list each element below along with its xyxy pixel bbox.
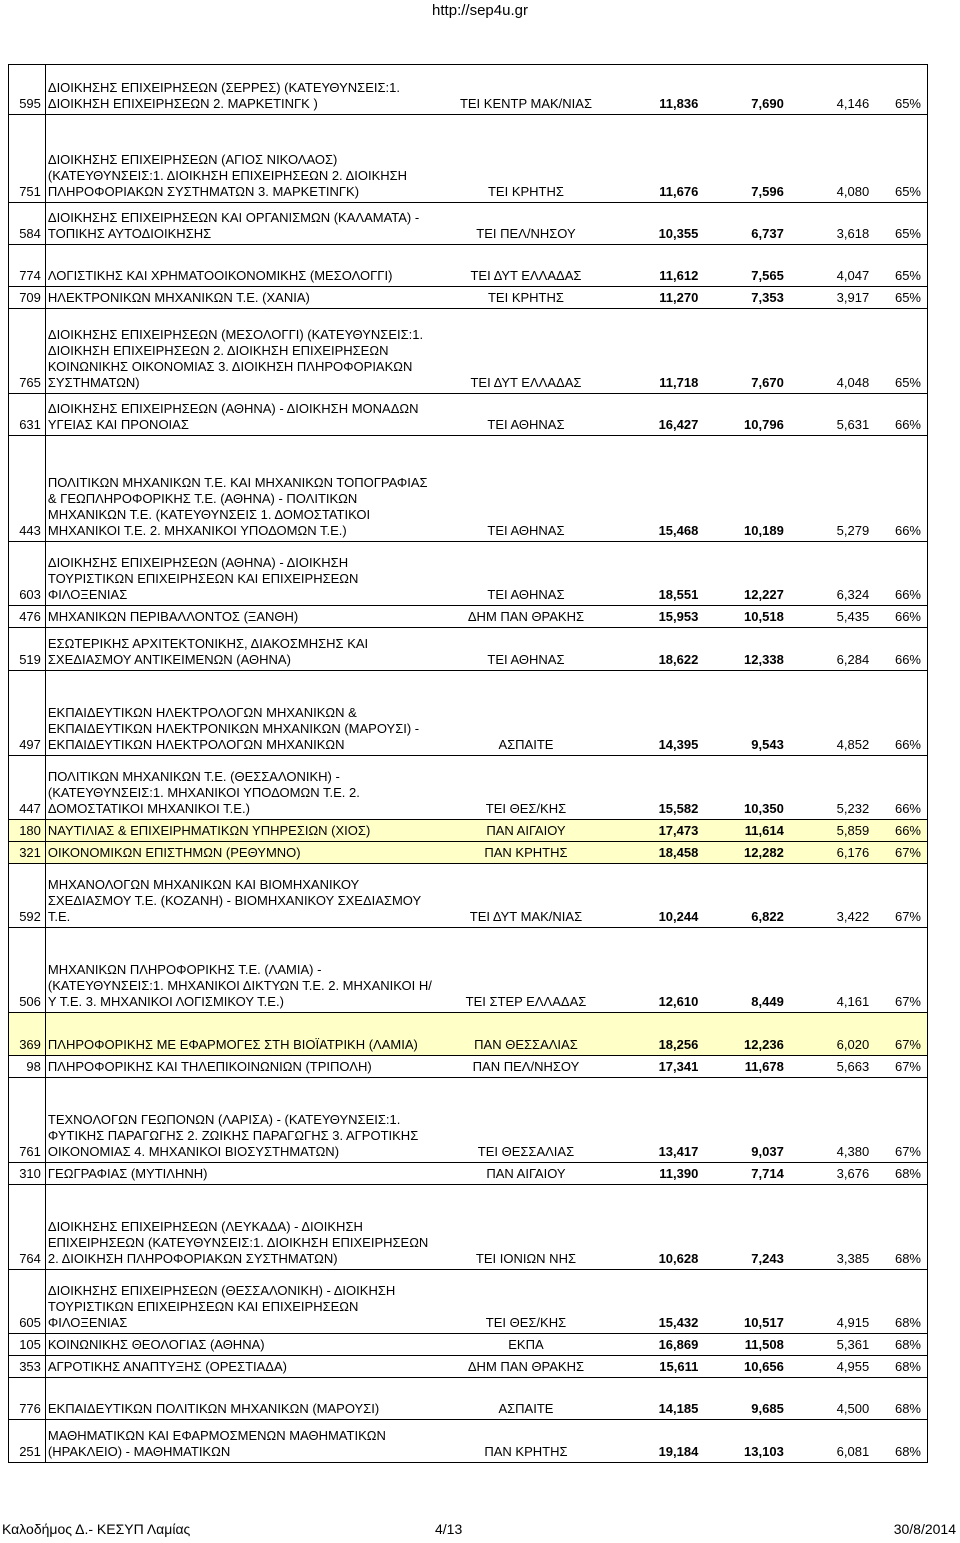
score-diff: 4,955	[786, 1356, 871, 1378]
score-value-2: 9,685	[700, 1378, 785, 1420]
institution: ΠΑΝ ΠΕΛ/ΝΗΣΟΥ	[437, 1056, 615, 1078]
score-value-1: 17,473	[615, 820, 700, 842]
percent: 66%	[871, 394, 927, 436]
institution: ΕΚΠΑ	[437, 1334, 615, 1356]
score-diff: 6,324	[786, 542, 871, 606]
percent: 65%	[871, 115, 927, 203]
dept-code: 631	[9, 394, 46, 436]
percent: 68%	[871, 1185, 927, 1270]
dept-name: ΔΙΟΙΚΗΣΗΣ ΕΠΙΧΕΙΡΗΣΕΩΝ (ΘΕΣΣΑΛΟΝΙΚΗ) - ΔΙΟΙΚΗΣΗ ΤΟΥΡΙΣΤΙΚΩΝ ΕΠΙΧΕΙΡΗΣΕΩΝ ΚΑΙ ΕΠΙΧΕΙΡΗΣΕΩΝ ΦΙΛΟΞΕΝΙΑΣ	[45, 1270, 437, 1334]
score-value-2: 7,243	[700, 1185, 785, 1270]
percent: 65%	[871, 203, 927, 245]
percent: 68%	[871, 1163, 927, 1185]
institution: ΔΗΜ ΠΑΝ ΘΡΑΚΗΣ	[437, 606, 615, 628]
dept-code: 506	[9, 928, 46, 1013]
score-value-2: 12,282	[700, 842, 785, 864]
table-row	[9, 1356, 928, 1378]
table-row	[9, 436, 928, 542]
dept-code: 180	[9, 820, 46, 842]
dept-name: ΠΟΛΙΤΙΚΩΝ ΜΗΧΑΝΙΚΩΝ Τ.Ε. (ΘΕΣΣΑΛΟΝΙΚΗ) - (ΚΑΤΕΥΘΥΝΣΕΙΣ:1. ΜΗΧΑΝΙΚΟΙ ΥΠΟΔΟΜΩΝ Τ.Ε. 2. ΔΟΜΟΣΤΑΤΙΚΟΙ ΜΗΧΑΝΙΚΟΙ Τ.Ε.)	[45, 756, 437, 820]
institution: ΤΕΙ ΔΥΤ ΕΛΛΑΔΑΣ	[437, 309, 615, 394]
institution: ΠΑΝ ΚΡΗΤΗΣ	[437, 1420, 615, 1463]
percent: 66%	[871, 671, 927, 756]
score-value-2: 13,103	[700, 1420, 785, 1463]
score-value-2: 9,037	[700, 1078, 785, 1163]
score-diff: 4,915	[786, 1270, 871, 1334]
dept-code: 251	[9, 1420, 46, 1463]
percent: 67%	[871, 1056, 927, 1078]
score-diff: 4,080	[786, 115, 871, 203]
score-value-1: 15,611	[615, 1356, 700, 1378]
score-value-1: 11,718	[615, 309, 700, 394]
score-value-1: 14,395	[615, 671, 700, 756]
dept-code: 369	[9, 1013, 46, 1056]
admissions-table	[8, 64, 928, 1463]
percent: 66%	[871, 756, 927, 820]
score-diff: 3,676	[786, 1163, 871, 1185]
dept-code: 774	[9, 245, 46, 287]
table-row	[9, 245, 928, 287]
percent: 68%	[871, 1356, 927, 1378]
footer-date: 30/8/2014	[893, 1521, 956, 1537]
score-diff: 5,859	[786, 820, 871, 842]
dept-name: ΔΙΟΙΚΗΣΗΣ ΕΠΙΧΕΙΡΗΣΕΩΝ (ΑΘΗΝΑ) - ΔΙΟΙΚΗΣΗ ΜΟΝΑΔΩΝ ΥΓΕΙΑΣ ΚΑΙ ΠΡΟΝΟΙΑΣ	[45, 394, 437, 436]
score-diff: 6,284	[786, 628, 871, 671]
dept-name: ΔΙΟΙΚΗΣΗΣ ΕΠΙΧΕΙΡΗΣΕΩΝ (ΣΕΡΡΕΣ) (ΚΑΤΕΥΘΥΝΣΕΙΣ:1. ΔΙΟΙΚΗΣΗ ΕΠΙΧΕΙΡΗΣΕΩΝ 2. ΜΑΡΚΕΤΙΝΓΚ )	[45, 65, 437, 115]
score-value-1: 12,610	[615, 928, 700, 1013]
dept-code: 443	[9, 436, 46, 542]
dept-name: ΔΙΟΙΚΗΣΗΣ ΕΠΙΧΕΙΡΗΣΕΩΝ (ΜΕΣΟΛΟΓΓΙ) (ΚΑΤΕΥΘΥΝΣΕΙΣ:1. ΔΙΟΙΚΗΣΗ ΕΠΙΧΕΙΡΗΣΕΩΝ 2. ΔΙΟΙΚΗΣΗ ΕΠΙΧΕΙΡΗΣΕΩΝ ΚΟΙΝΩΝΙΚΗΣ ΟΙΚΟΝΟΜΙΑΣ 3. ΔΙΟΙΚΗΣΗ ΠΛΗΡΟΦΟΡΙΑΚΩΝ ΣΥΣΤΗΜΑΤΩΝ)	[45, 309, 437, 394]
score-diff: 5,631	[786, 394, 871, 436]
score-diff: 6,081	[786, 1420, 871, 1463]
score-value-1: 16,427	[615, 394, 700, 436]
dept-code: 603	[9, 542, 46, 606]
institution: ΠΑΝ ΘΕΣΣΑΛΙΑΣ	[437, 1013, 615, 1056]
percent: 68%	[871, 1334, 927, 1356]
percent: 66%	[871, 542, 927, 606]
percent: 67%	[871, 842, 927, 864]
score-value-2: 12,227	[700, 542, 785, 606]
score-value-2: 11,678	[700, 1056, 785, 1078]
dept-code: 105	[9, 1334, 46, 1356]
score-value-2: 11,614	[700, 820, 785, 842]
dept-code: 605	[9, 1270, 46, 1334]
dept-code: 776	[9, 1378, 46, 1420]
score-value-1: 11,612	[615, 245, 700, 287]
score-value-2: 7,565	[700, 245, 785, 287]
dept-name: ΠΛΗΡΟΦΟΡΙΚΗΣ ΜΕ ΕΦΑΡΜΟΓΕΣ ΣΤΗ ΒΙΟΪΑΤΡΙΚΗ (ΛΑΜΙΑ)	[45, 1013, 437, 1056]
score-value-1: 13,417	[615, 1078, 700, 1163]
table-row	[9, 115, 928, 203]
percent: 65%	[871, 65, 927, 115]
score-value-1: 10,244	[615, 864, 700, 928]
institution: ΑΣΠΑΙΤΕ	[437, 671, 615, 756]
table-row	[9, 928, 928, 1013]
table-row	[9, 1420, 928, 1463]
institution: ΤΕΙ ΚΡΗΤΗΣ	[437, 287, 615, 309]
dept-code: 592	[9, 864, 46, 928]
score-value-2: 7,596	[700, 115, 785, 203]
score-diff: 5,663	[786, 1056, 871, 1078]
score-value-1: 18,551	[615, 542, 700, 606]
score-value-2: 10,796	[700, 394, 785, 436]
score-value-2: 9,543	[700, 671, 785, 756]
score-value-2: 7,353	[700, 287, 785, 309]
percent: 68%	[871, 1378, 927, 1420]
table-row	[9, 394, 928, 436]
table-row	[9, 842, 928, 864]
score-value-1: 10,628	[615, 1185, 700, 1270]
dept-name: ΔΙΟΙΚΗΣΗΣ ΕΠΙΧΕΙΡΗΣΕΩΝ (ΑΓΙΟΣ ΝΙΚΟΛΑΟΣ) (ΚΑΤΕΥΘΥΝΣΕΙΣ:1. ΔΙΟΙΚΗΣΗ ΕΠΙΧΕΙΡΗΣΕΩΝ 2. ΔΙΟΙΚΗΣΗ ΠΛΗΡΟΦΟΡΙΑΚΩΝ ΣΥΣΤΗΜΑΤΩΝ 3. ΜΑΡΚΕΤΙΝΓΚ)	[45, 115, 437, 203]
dept-name: ΝΑΥΤΙΛΙΑΣ & ΕΠΙΧΕΙΡΗΜΑΤΙΚΩΝ ΥΠΗΡΕΣΙΩΝ (ΧΙΟΣ)	[45, 820, 437, 842]
dept-name: ΓΕΩΓΡΑΦΙΑΣ (ΜΥΤΙΛΗΝΗ)	[45, 1163, 437, 1185]
score-value-2: 8,449	[700, 928, 785, 1013]
dept-name: ΔΙΟΙΚΗΣΗΣ ΕΠΙΧΕΙΡΗΣΕΩΝ (ΑΘΗΝΑ) - ΔΙΟΙΚΗΣΗ ΤΟΥΡΙΣΤΙΚΩΝ ΕΠΙΧΕΙΡΗΣΕΩΝ ΚΑΙ ΕΠΙΧΕΙΡΗΣΕΩΝ ΦΙΛΟΞΕΝΙΑΣ	[45, 542, 437, 606]
percent: 65%	[871, 309, 927, 394]
table-row	[9, 606, 928, 628]
percent: 67%	[871, 928, 927, 1013]
score-value-1: 15,432	[615, 1270, 700, 1334]
page-header-url: http://sep4u.gr	[432, 2, 528, 19]
institution: ΑΣΠΑΙΤΕ	[437, 1378, 615, 1420]
table-row	[9, 65, 928, 115]
score-diff: 4,852	[786, 671, 871, 756]
score-value-2: 6,737	[700, 203, 785, 245]
institution: ΤΕΙ ΠΕΛ/ΝΗΣΟΥ	[437, 203, 615, 245]
institution: ΤΕΙ ΑΘΗΝΑΣ	[437, 394, 615, 436]
institution: ΠΑΝ ΚΡΗΤΗΣ	[437, 842, 615, 864]
dept-code: 447	[9, 756, 46, 820]
score-value-2: 6,822	[700, 864, 785, 928]
table-row	[9, 1270, 928, 1334]
score-diff: 3,917	[786, 287, 871, 309]
dept-name: ΠΛΗΡΟΦΟΡΙΚΗΣ ΚΑΙ ΤΗΛΕΠΙΚΟΙΝΩΝΙΩΝ (ΤΡΙΠΟΛΗ)	[45, 1056, 437, 1078]
score-value-1: 10,355	[615, 203, 700, 245]
table-row	[9, 542, 928, 606]
dept-name: ΤΕΧΝΟΛΟΓΩΝ ΓΕΩΠΟΝΩΝ (ΛΑΡΙΣΑ) - (ΚΑΤΕΥΘΥΝΣΕΙΣ:1. ΦΥΤΙΚΗΣ ΠΑΡΑΓΩΓΗΣ 2. ΖΩΙΚΗΣ ΠΑΡΑΓΩΓΗΣ 3. ΑΓΡΟΤΙΚΗΣ ΟΙΚΟΝΟΜΙΑΣ 4. ΜΗΧΑΝΙΚΟΙ ΒΙΟΣΥΣΤΗΜΑΤΩΝ)	[45, 1078, 437, 1163]
score-value-1: 14,185	[615, 1378, 700, 1420]
table-row	[9, 309, 928, 394]
table-row	[9, 756, 928, 820]
score-value-2: 11,508	[700, 1334, 785, 1356]
footer-author: Καλοδήμος Δ.- ΚΕΣΥΠ Λαμίας	[2, 1521, 191, 1537]
score-value-2: 10,189	[700, 436, 785, 542]
institution: ΤΕΙ ΑΘΗΝΑΣ	[437, 628, 615, 671]
institution: ΤΕΙ ΑΘΗΝΑΣ	[437, 542, 615, 606]
table-row	[9, 1163, 928, 1185]
score-diff: 6,020	[786, 1013, 871, 1056]
dept-name: ΑΓΡΟΤΙΚΗΣ ΑΝΑΠΤΥΞΗΣ (ΟΡΕΣΤΙΑΔΑ)	[45, 1356, 437, 1378]
institution: ΤΕΙ ΘΕΣ/ΚΗΣ	[437, 1270, 615, 1334]
dept-code: 584	[9, 203, 46, 245]
institution: ΤΕΙ ΔΥΤ ΜΑΚ/ΝΙΑΣ	[437, 864, 615, 928]
percent: 67%	[871, 864, 927, 928]
table-row	[9, 1078, 928, 1163]
score-diff: 4,380	[786, 1078, 871, 1163]
score-value-1: 16,869	[615, 1334, 700, 1356]
dept-code: 764	[9, 1185, 46, 1270]
score-value-2: 7,670	[700, 309, 785, 394]
score-diff: 3,385	[786, 1185, 871, 1270]
percent: 65%	[871, 287, 927, 309]
institution: ΤΕΙ ΘΕΣΣΑΛΙΑΣ	[437, 1078, 615, 1163]
dept-name: ΜΗΧΑΝΙΚΩΝ ΠΛΗΡΟΦΟΡΙΚΗΣ Τ.Ε. (ΛΑΜΙΑ) - (ΚΑΤΕΥΘΥΝΣΕΙΣ:1. ΜΗΧΑΝΙΚΟΙ ΔΙΚΤΥΩΝ Τ.Ε. 2. ΜΗΧΑΝΙΚΟΙ Η/Υ Τ.Ε. 3. ΜΗΧΑΝΙΚΟΙ ΛΟΓΙΣΜΙΚΟΥ Τ.Ε.)	[45, 928, 437, 1013]
score-value-1: 17,341	[615, 1056, 700, 1078]
institution: ΤΕΙ ΙΟΝΙΩΝ ΝΗΣ	[437, 1185, 615, 1270]
score-value-2: 10,350	[700, 756, 785, 820]
institution: ΤΕΙ ΑΘΗΝΑΣ	[437, 436, 615, 542]
dept-name: ΕΣΩΤΕΡΙΚΗΣ ΑΡΧΙΤΕΚΤΟΝΙΚΗΣ, ΔΙΑΚΟΣΜΗΣΗΣ ΚΑΙ ΣΧΕΔΙΑΣΜΟΥ ΑΝΤΙΚΕΙΜΕΝΩΝ (ΑΘΗΝΑ)	[45, 628, 437, 671]
table-row	[9, 864, 928, 928]
dept-name: ΕΚΠΑΙΔΕΥΤΙΚΩΝ ΗΛΕΚΤΡΟΛΟΓΩΝ ΜΗΧΑΝΙΚΩΝ & ΕΚΠΑΙΔΕΥΤΙΚΩΝ ΗΛΕΚΤΡΟΝΙΚΩΝ ΜΗΧΑΝΙΚΩΝ (ΜΑΡΟΥΣΙ) - ΕΚΠΑΙΔΕΥΤΙΚΩΝ ΗΛΕΚΤΡΟΛΟΓΩΝ ΜΗΧΑΝΙΚΩΝ	[45, 671, 437, 756]
table-row	[9, 671, 928, 756]
dept-code: 321	[9, 842, 46, 864]
dept-name: ΛΟΓΙΣΤΙΚΗΣ ΚΑΙ ΧΡΗΜΑΤΟΟΙΚΟΝΟΜΙΚΗΣ (ΜΕΣΟΛΟΓΓΙ)	[45, 245, 437, 287]
dept-code: 476	[9, 606, 46, 628]
dept-code: 519	[9, 628, 46, 671]
table-row	[9, 820, 928, 842]
institution: ΤΕΙ ΚΕΝΤΡ ΜΑΚ/ΝΙΑΣ	[437, 65, 615, 115]
table-body	[9, 65, 928, 1463]
score-diff: 5,279	[786, 436, 871, 542]
table-row	[9, 1185, 928, 1270]
dept-name: ΜΑΘΗΜΑΤΙΚΩΝ ΚΑΙ ΕΦΑΡΜΟΣΜΕΝΩΝ ΜΑΘΗΜΑΤΙΚΩΝ (ΗΡΑΚΛΕΙΟ) - ΜΑΘΗΜΑΤΙΚΩΝ	[45, 1420, 437, 1463]
score-diff: 4,047	[786, 245, 871, 287]
percent: 68%	[871, 1270, 927, 1334]
institution: ΔΗΜ ΠΑΝ ΘΡΑΚΗΣ	[437, 1356, 615, 1378]
dept-code: 765	[9, 309, 46, 394]
score-value-2: 10,656	[700, 1356, 785, 1378]
score-value-1: 11,836	[615, 65, 700, 115]
score-diff: 4,500	[786, 1378, 871, 1420]
percent: 66%	[871, 820, 927, 842]
dept-name: ΠΟΛΙΤΙΚΩΝ ΜΗΧΑΝΙΚΩΝ Τ.Ε. ΚΑΙ ΜΗΧΑΝΙΚΩΝ ΤΟΠΟΓΡΑΦΙΑΣ & ΓΕΩΠΛΗΡΟΦΟΡΙΚΗΣ Τ.Ε. (ΑΘΗΝΑ) - ΠΟΛΙΤΙΚΩΝ ΜΗΧΑΝΙΚΩΝ Τ.Ε. (ΚΑΤΕΥΘΥΝΣΕΙΣ 1. ΔΟΜΟΣΤΑΤΙΚΟΙ ΜΗΧΑΝΙΚΟΙ Τ.Ε. 2. ΜΗΧΑΝΙΚΟΙ ΥΠΟΔΟΜΩΝ Τ.Ε.)	[45, 436, 437, 542]
dept-name: ΕΚΠΑΙΔΕΥΤΙΚΩΝ ΠΟΛΙΤΙΚΩΝ ΜΗΧΑΝΙΚΩΝ (ΜΑΡΟΥΣΙ)	[45, 1378, 437, 1420]
institution: ΤΕΙ ΔΥΤ ΕΛΛΑΔΑΣ	[437, 245, 615, 287]
score-value-1: 19,184	[615, 1420, 700, 1463]
dept-name: ΜΗΧΑΝΟΛΟΓΩΝ ΜΗΧΑΝΙΚΩΝ ΚΑΙ ΒΙΟΜΗΧΑΝΙΚΟΥ ΣΧΕΔΙΑΣΜΟΥ Τ.Ε. (ΚΟΖΑΝΗ) - ΒΙΟΜΗΧΑΝΙΚΟΥ ΣΧΕΔΙΑΣΜΟΥ Τ.Ε.	[45, 864, 437, 928]
score-value-1: 15,953	[615, 606, 700, 628]
score-value-1: 11,390	[615, 1163, 700, 1185]
dept-code: 709	[9, 287, 46, 309]
score-diff: 4,161	[786, 928, 871, 1013]
score-value-1: 11,270	[615, 287, 700, 309]
score-diff: 5,435	[786, 606, 871, 628]
percent: 65%	[871, 245, 927, 287]
dept-name: ΔΙΟΙΚΗΣΗΣ ΕΠΙΧΕΙΡΗΣΕΩΝ ΚΑΙ ΟΡΓΑΝΙΣΜΩΝ (ΚΑΛΑΜΑΤΑ) - ΤΟΠΙΚΗΣ ΑΥΤΟΔΙΟΙΚΗΣΗΣ	[45, 203, 437, 245]
percent: 67%	[871, 1013, 927, 1056]
score-diff: 5,232	[786, 756, 871, 820]
score-value-2: 12,236	[700, 1013, 785, 1056]
table-row	[9, 203, 928, 245]
score-diff: 4,048	[786, 309, 871, 394]
table-row	[9, 1013, 928, 1056]
score-diff: 4,146	[786, 65, 871, 115]
percent: 68%	[871, 1420, 927, 1463]
score-value-1: 11,676	[615, 115, 700, 203]
institution: ΠΑΝ ΑΙΓΑΙΟΥ	[437, 820, 615, 842]
score-value-2: 7,714	[700, 1163, 785, 1185]
dept-name: ΜΗΧΑΝΙΚΩΝ ΠΕΡΙΒΑΛΛΟΝΤΟΣ (ΞΑΝΘΗ)	[45, 606, 437, 628]
score-value-1: 15,468	[615, 436, 700, 542]
dept-code: 497	[9, 671, 46, 756]
institution: ΤΕΙ ΣΤΕΡ ΕΛΛΑΔΑΣ	[437, 928, 615, 1013]
score-diff: 3,422	[786, 864, 871, 928]
institution: ΤΕΙ ΘΕΣ/ΚΗΣ	[437, 756, 615, 820]
score-diff: 3,618	[786, 203, 871, 245]
percent: 67%	[871, 1078, 927, 1163]
score-value-1: 18,256	[615, 1013, 700, 1056]
dept-name: ΟΙΚΟΝΟΜΙΚΩΝ ΕΠΙΣΤΗΜΩΝ (ΡΕΘΥΜΝΟ)	[45, 842, 437, 864]
dept-code: 310	[9, 1163, 46, 1185]
percent: 66%	[871, 628, 927, 671]
dept-name: ΔΙΟΙΚΗΣΗΣ ΕΠΙΧΕΙΡΗΣΕΩΝ (ΛΕΥΚΑΔΑ) - ΔΙΟΙΚΗΣΗ ΕΠΙΧΕΙΡΗΣΕΩΝ (ΚΑΤΕΥΘΥΝΣΕΙΣ:1. ΔΙΟΙΚΗΣΗ ΕΠΙΧΕΙΡΗΣΕΩΝ 2. ΔΙΟΙΚΗΣΗ ΠΛΗΡΟΦΟΡΙΑΚΩΝ ΣΥΣΤΗΜΑΤΩΝ)	[45, 1185, 437, 1270]
table-row	[9, 1378, 928, 1420]
institution: ΠΑΝ ΑΙΓΑΙΟΥ	[437, 1163, 615, 1185]
score-value-2: 10,517	[700, 1270, 785, 1334]
percent: 66%	[871, 606, 927, 628]
table-row	[9, 628, 928, 671]
footer-page-number: 4/13	[435, 1521, 463, 1537]
score-value-1: 18,458	[615, 842, 700, 864]
score-diff: 5,361	[786, 1334, 871, 1356]
score-value-2: 7,690	[700, 65, 785, 115]
dept-code: 761	[9, 1078, 46, 1163]
score-value-2: 12,338	[700, 628, 785, 671]
score-value-1: 15,582	[615, 756, 700, 820]
table-row	[9, 1056, 928, 1078]
table-row	[9, 287, 928, 309]
dept-name: ΗΛΕΚΤΡΟΝΙΚΩΝ ΜΗΧΑΝΙΚΩΝ Τ.Ε. (ΧΑΝΙΑ)	[45, 287, 437, 309]
dept-code: 595	[9, 65, 46, 115]
dept-code: 751	[9, 115, 46, 203]
score-value-1: 18,622	[615, 628, 700, 671]
percent: 66%	[871, 436, 927, 542]
dept-code: 98	[9, 1056, 46, 1078]
dept-name: ΚΟΙΝΩΝΙΚΗΣ ΘΕΟΛΟΓΙΑΣ (ΑΘΗΝΑ)	[45, 1334, 437, 1356]
institution: ΤΕΙ ΚΡΗΤΗΣ	[437, 115, 615, 203]
dept-code: 353	[9, 1356, 46, 1378]
score-diff: 6,176	[786, 842, 871, 864]
score-value-2: 10,518	[700, 606, 785, 628]
table-row	[9, 1334, 928, 1356]
